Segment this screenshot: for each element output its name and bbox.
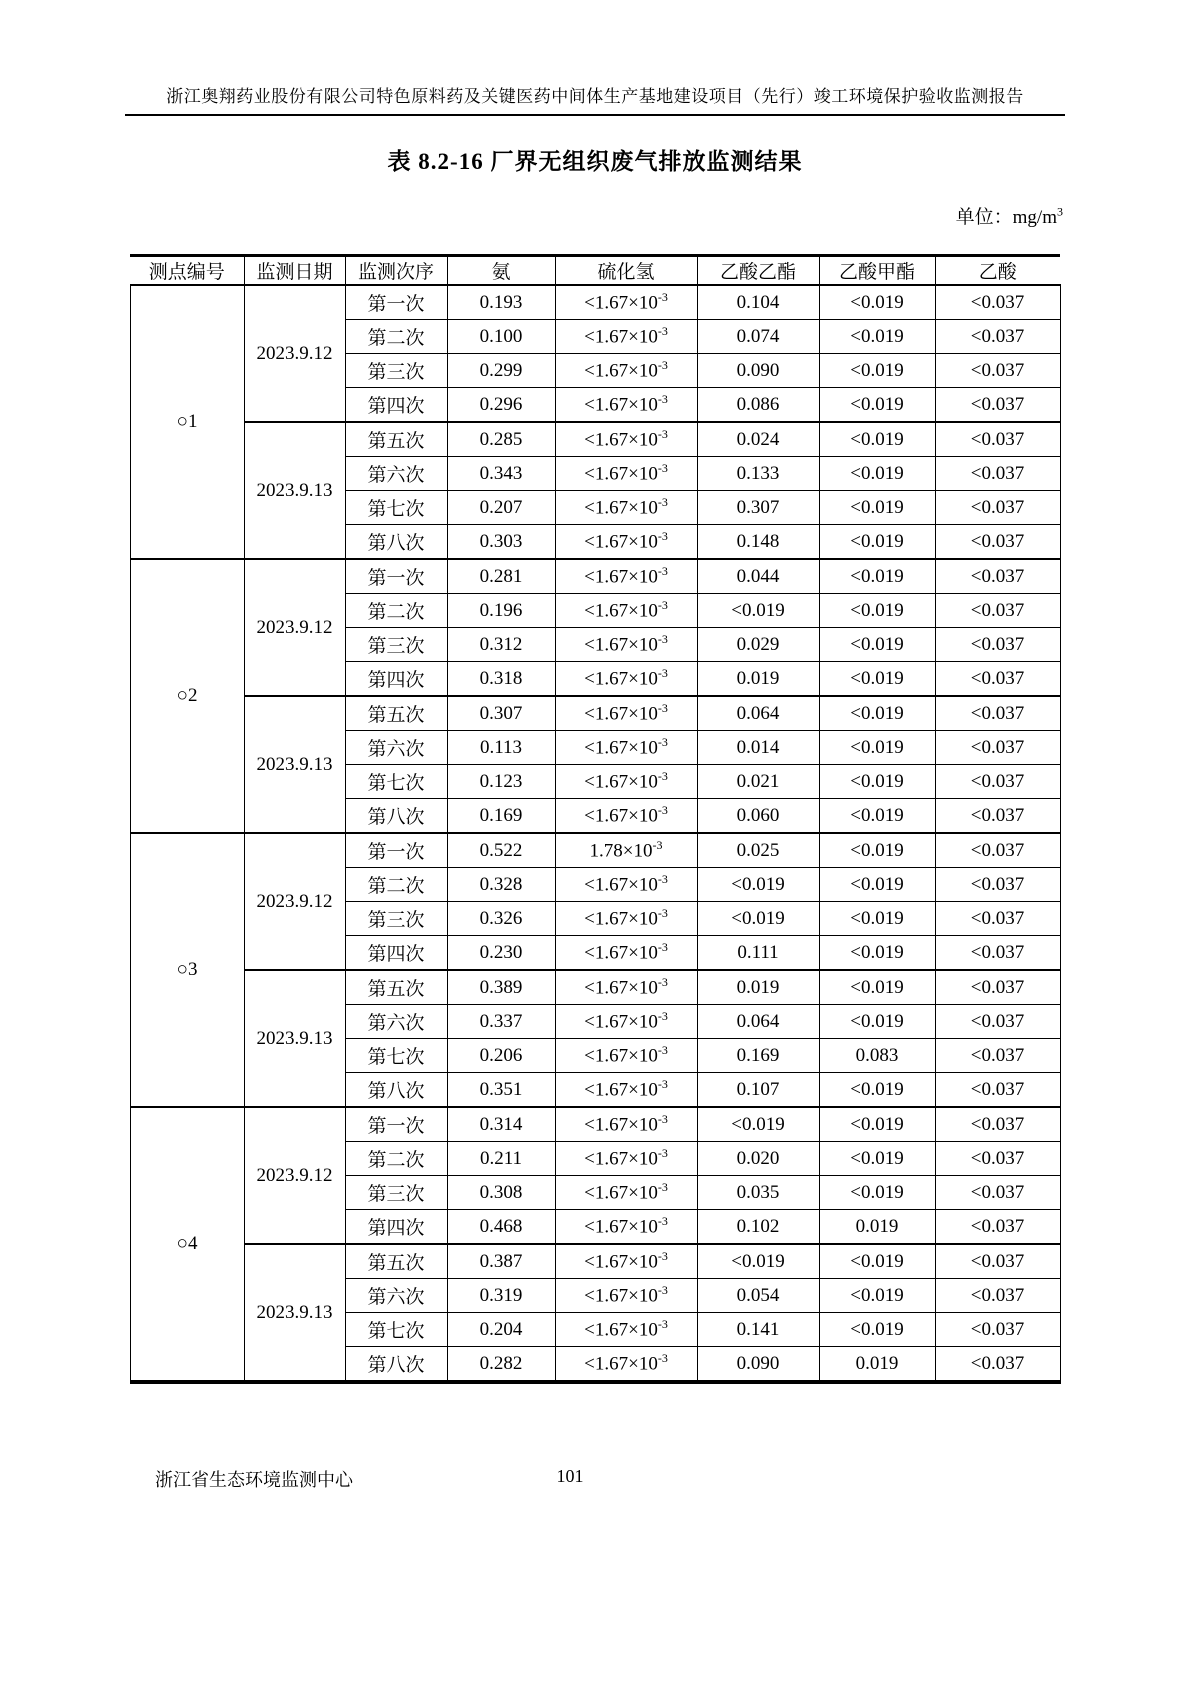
ethyl-acetate-value-cell: 0.019 [697, 662, 819, 697]
col-header-ethyl-acetate: 乙酸乙酯 [697, 256, 819, 286]
hydrogen-sulfide-value-cell: $<1.67\times 10^{-3}$ [555, 354, 697, 388]
page-content [125, 0, 1065, 1384]
col-header-methyl-acetate: 乙酸甲酯 [819, 256, 935, 286]
acetic-acid-value-cell: <0.037 [935, 594, 1060, 628]
methyl-acetate-value-cell: <0.019 [819, 1005, 935, 1039]
ethyl-acetate-value-cell: 0.019 [697, 970, 819, 1005]
acetic-acid-value-cell: <0.037 [935, 285, 1060, 320]
h2s-exponent: -3 [657, 358, 668, 373]
sequence-cell: 第三次 [345, 1176, 447, 1210]
sequence-cell: 第一次 [345, 833, 447, 868]
hydrogen-sulfide-value-cell: $<1.67\times 10^{-3}$ [555, 388, 697, 423]
table-row [130, 559, 1060, 594]
date-cell: 2023.9.13 [244, 1244, 345, 1382]
ethyl-acetate-value-cell: 0.111 [697, 936, 819, 971]
methyl-acetate-value-cell: <0.019 [819, 731, 935, 765]
ethyl-acetate-value-cell: 0.054 [697, 1279, 819, 1313]
hydrogen-sulfide-value-cell: $<1.67\times 10^{-3}$ [555, 285, 697, 320]
hydrogen-sulfide-value-cell: $<1.67\times 10^{-3}$ [555, 902, 697, 936]
ethyl-acetate-value-cell: 0.148 [697, 525, 819, 560]
ammonia-value-cell: 0.351 [447, 1073, 555, 1108]
acetic-acid-value-cell: <0.037 [935, 936, 1060, 971]
ethyl-acetate-value-cell: 0.090 [697, 354, 819, 388]
ammonia-value-cell: 0.193 [447, 285, 555, 320]
col-header-date: 监测日期 [244, 256, 345, 286]
methyl-acetate-value-cell: <0.019 [819, 1142, 935, 1176]
acetic-acid-value-cell: <0.037 [935, 799, 1060, 834]
ammonia-value-cell: 0.281 [447, 559, 555, 594]
hydrogen-sulfide-value-cell: $<1.67\times 10^{-3}$ [555, 1073, 697, 1108]
sequence-cell: 第五次 [345, 422, 447, 457]
sequence-cell: 第八次 [345, 1347, 447, 1383]
sequence-cell: 第五次 [345, 696, 447, 731]
ethyl-acetate-value-cell: 0.104 [697, 285, 819, 320]
acetic-acid-value-cell: <0.037 [935, 1176, 1060, 1210]
col-header-ammonia: 氨 [447, 256, 555, 286]
acetic-acid-value-cell: <0.037 [935, 1313, 1060, 1347]
methyl-acetate-value-cell: <0.019 [819, 594, 935, 628]
ethyl-acetate-value-cell: <0.019 [697, 868, 819, 902]
hydrogen-sulfide-value-cell: $<1.67\times 10^{-3}$ [555, 628, 697, 662]
acetic-acid-value-cell: <0.037 [935, 696, 1060, 731]
hydrogen-sulfide-value-cell: $<1.67\times 10^{-3}$ [555, 1210, 697, 1245]
h2s-exponent: -3 [652, 838, 663, 853]
sequence-cell: 第二次 [345, 1142, 447, 1176]
acetic-acid-value-cell: <0.037 [935, 559, 1060, 594]
h2s-exponent: -3 [657, 1214, 668, 1229]
table-row [130, 1244, 1060, 1279]
hydrogen-sulfide-value-cell: $<1.67\times 10^{-3}$ [555, 525, 697, 560]
hydrogen-sulfide-value-cell: $1.78\times 10^{-3}$ [555, 833, 697, 868]
col-header-hydrogen-sulfide: 硫化氢 [555, 256, 697, 286]
methyl-acetate-value-cell: <0.019 [819, 1107, 935, 1142]
ammonia-value-cell: 0.169 [447, 799, 555, 834]
h2s-exponent: -3 [657, 324, 668, 339]
page-header [125, 0, 1065, 116]
ammonia-value-cell: 0.282 [447, 1347, 555, 1383]
h2s-exponent: -3 [657, 598, 668, 613]
ammonia-value-cell: 0.387 [447, 1244, 555, 1279]
page-footer [125, 1466, 1065, 1490]
ethyl-acetate-value-cell: 0.025 [697, 833, 819, 868]
hydrogen-sulfide-value-cell: $<1.67\times 10^{-3}$ [555, 731, 697, 765]
acetic-acid-value-cell: <0.037 [935, 1073, 1060, 1108]
unit-label: 单位：mg/m [955, 207, 1057, 228]
ethyl-acetate-value-cell: <0.019 [697, 902, 819, 936]
table-row [130, 833, 1060, 868]
ethyl-acetate-value-cell: 0.107 [697, 1073, 819, 1108]
sequence-cell: 第七次 [345, 765, 447, 799]
date-cell: 2023.9.13 [244, 970, 345, 1107]
sequence-cell: 第二次 [345, 320, 447, 354]
hydrogen-sulfide-value-cell: $<1.67\times 10^{-3}$ [555, 765, 697, 799]
unit-exponent: 3 [1057, 204, 1063, 219]
methyl-acetate-value-cell: <0.019 [819, 1244, 935, 1279]
ammonia-value-cell: 0.285 [447, 422, 555, 457]
acetic-acid-value-cell: <0.037 [935, 525, 1060, 560]
acetic-acid-value-cell: <0.037 [935, 902, 1060, 936]
sequence-cell: 第三次 [345, 628, 447, 662]
date-cell: 2023.9.12 [244, 559, 345, 696]
h2s-exponent: -3 [657, 906, 668, 921]
ammonia-value-cell: 0.312 [447, 628, 555, 662]
table-row [130, 1107, 1060, 1142]
sequence-cell: 第六次 [345, 457, 447, 491]
header-rule [125, 114, 1065, 116]
ethyl-acetate-value-cell: 0.035 [697, 1176, 819, 1210]
ethyl-acetate-value-cell: 0.064 [697, 1005, 819, 1039]
date-cell: 2023.9.12 [244, 833, 345, 970]
methyl-acetate-value-cell: <0.019 [819, 559, 935, 594]
sequence-cell: 第七次 [345, 1313, 447, 1347]
sequence-cell: 第八次 [345, 525, 447, 560]
ammonia-value-cell: 0.314 [447, 1107, 555, 1142]
h2s-exponent: -3 [657, 1351, 668, 1366]
sequence-cell: 第一次 [345, 285, 447, 320]
sequence-cell: 第六次 [345, 1279, 447, 1313]
ethyl-acetate-value-cell: 0.141 [697, 1313, 819, 1347]
h2s-exponent: -3 [657, 427, 668, 442]
ammonia-value-cell: 0.113 [447, 731, 555, 765]
acetic-acid-value-cell: <0.037 [935, 868, 1060, 902]
h2s-exponent: -3 [657, 803, 668, 818]
sequence-cell: 第八次 [345, 1073, 447, 1108]
date-cell: 2023.9.13 [244, 422, 345, 559]
h2s-exponent: -3 [657, 1009, 668, 1024]
table-row [130, 696, 1060, 731]
methyl-acetate-value-cell: 0.083 [819, 1039, 935, 1073]
methyl-acetate-value-cell: <0.019 [819, 936, 935, 971]
methyl-acetate-value-cell: 0.019 [819, 1210, 935, 1245]
hydrogen-sulfide-value-cell: $<1.67\times 10^{-3}$ [555, 1176, 697, 1210]
hydrogen-sulfide-value-cell: $<1.67\times 10^{-3}$ [555, 491, 697, 525]
acetic-acid-value-cell: <0.037 [935, 491, 1060, 525]
ammonia-value-cell: 0.230 [447, 936, 555, 971]
ethyl-acetate-value-cell: 0.307 [697, 491, 819, 525]
point-id-cell: ○4 [130, 1107, 244, 1382]
hydrogen-sulfide-value-cell: $<1.67\times 10^{-3}$ [555, 422, 697, 457]
methyl-acetate-value-cell: <0.019 [819, 833, 935, 868]
point-id-cell: ○3 [130, 833, 244, 1107]
methyl-acetate-value-cell: <0.019 [819, 765, 935, 799]
ammonia-value-cell: 0.319 [447, 1279, 555, 1313]
table-row [130, 285, 1060, 320]
hydrogen-sulfide-value-cell: $<1.67\times 10^{-3}$ [555, 799, 697, 834]
table-row [130, 422, 1060, 457]
sequence-cell: 第七次 [345, 1039, 447, 1073]
h2s-exponent: -3 [657, 872, 668, 887]
hydrogen-sulfide-value-cell: $<1.67\times 10^{-3}$ [555, 936, 697, 971]
date-cell: 2023.9.12 [244, 285, 345, 422]
ethyl-acetate-value-cell: 0.029 [697, 628, 819, 662]
acetic-acid-value-cell: <0.037 [935, 970, 1060, 1005]
h2s-exponent: -3 [657, 701, 668, 716]
ammonia-value-cell: 0.318 [447, 662, 555, 697]
hydrogen-sulfide-value-cell: $<1.67\times 10^{-3}$ [555, 594, 697, 628]
ammonia-value-cell: 0.196 [447, 594, 555, 628]
hydrogen-sulfide-value-cell: $<1.67\times 10^{-3}$ [555, 696, 697, 731]
sequence-cell: 第五次 [345, 1244, 447, 1279]
h2s-exponent: -3 [657, 1249, 668, 1264]
acetic-acid-value-cell: <0.037 [935, 1142, 1060, 1176]
sequence-cell: 第八次 [345, 799, 447, 834]
ammonia-value-cell: 0.468 [447, 1210, 555, 1245]
h2s-exponent: -3 [657, 1180, 668, 1195]
acetic-acid-value-cell: <0.037 [935, 422, 1060, 457]
acetic-acid-value-cell: <0.037 [935, 833, 1060, 868]
ammonia-value-cell: 0.326 [447, 902, 555, 936]
methyl-acetate-value-cell: <0.019 [819, 1313, 935, 1347]
h2s-exponent: -3 [657, 290, 668, 305]
ethyl-acetate-value-cell: <0.019 [697, 1107, 819, 1142]
acetic-acid-value-cell: <0.037 [935, 1005, 1060, 1039]
sequence-cell: 第二次 [345, 868, 447, 902]
ethyl-acetate-value-cell: 0.074 [697, 320, 819, 354]
ammonia-value-cell: 0.206 [447, 1039, 555, 1073]
acetic-acid-value-cell: <0.037 [935, 1347, 1060, 1383]
ethyl-acetate-value-cell: 0.024 [697, 422, 819, 457]
hydrogen-sulfide-value-cell: $<1.67\times 10^{-3}$ [555, 320, 697, 354]
ethyl-acetate-value-cell: 0.014 [697, 731, 819, 765]
acetic-acid-value-cell: <0.037 [935, 628, 1060, 662]
h2s-exponent: -3 [657, 1317, 668, 1332]
sequence-cell: 第二次 [345, 594, 447, 628]
acetic-acid-value-cell: <0.037 [935, 1244, 1060, 1279]
ammonia-value-cell: 0.328 [447, 868, 555, 902]
ammonia-value-cell: 0.389 [447, 970, 555, 1005]
ethyl-acetate-value-cell: 0.020 [697, 1142, 819, 1176]
hydrogen-sulfide-value-cell: $<1.67\times 10^{-3}$ [555, 1244, 697, 1279]
col-header-acetic-acid: 乙酸 [935, 256, 1060, 286]
ammonia-value-cell: 0.522 [447, 833, 555, 868]
h2s-exponent: -3 [657, 632, 668, 647]
acetic-acid-value-cell: <0.037 [935, 731, 1060, 765]
h2s-exponent: -3 [657, 495, 668, 510]
acetic-acid-value-cell: <0.037 [935, 765, 1060, 799]
sequence-cell: 第四次 [345, 662, 447, 697]
methyl-acetate-value-cell: <0.019 [819, 868, 935, 902]
sequence-cell: 第三次 [345, 902, 447, 936]
methyl-acetate-value-cell: <0.019 [819, 662, 935, 697]
table-title: 表 8.2-16 厂界无组织废气排放监测结果 [387, 149, 803, 174]
h2s-exponent: -3 [657, 461, 668, 476]
sequence-cell: 第一次 [345, 1107, 447, 1142]
methyl-acetate-value-cell: <0.019 [819, 354, 935, 388]
ethyl-acetate-value-cell: 0.102 [697, 1210, 819, 1245]
hydrogen-sulfide-value-cell: $<1.67\times 10^{-3}$ [555, 662, 697, 697]
acetic-acid-value-cell: <0.037 [935, 662, 1060, 697]
hydrogen-sulfide-value-cell: $<1.67\times 10^{-3}$ [555, 1107, 697, 1142]
h2s-exponent: -3 [657, 564, 668, 579]
table-row [130, 970, 1060, 1005]
col-header-point-id: 测点编号 [130, 256, 244, 286]
h2s-exponent: -3 [657, 975, 668, 990]
hydrogen-sulfide-value-cell: $<1.67\times 10^{-3}$ [555, 1005, 697, 1039]
acetic-acid-value-cell: <0.037 [935, 1210, 1060, 1245]
methyl-acetate-value-cell: <0.019 [819, 970, 935, 1005]
ammonia-value-cell: 0.211 [447, 1142, 555, 1176]
sequence-cell: 第七次 [345, 491, 447, 525]
table-header-row [130, 256, 1060, 286]
ammonia-value-cell: 0.307 [447, 696, 555, 731]
ammonia-value-cell: 0.100 [447, 320, 555, 354]
hydrogen-sulfide-value-cell: $<1.67\times 10^{-3}$ [555, 1142, 697, 1176]
sequence-cell: 第四次 [345, 1210, 447, 1245]
sequence-cell: 第四次 [345, 388, 447, 423]
acetic-acid-value-cell: <0.037 [935, 388, 1060, 423]
hydrogen-sulfide-value-cell: $<1.67\times 10^{-3}$ [555, 457, 697, 491]
acetic-acid-value-cell: <0.037 [935, 354, 1060, 388]
ethyl-acetate-value-cell: 0.064 [697, 696, 819, 731]
ammonia-value-cell: 0.308 [447, 1176, 555, 1210]
ammonia-value-cell: 0.204 [447, 1313, 555, 1347]
ethyl-acetate-value-cell: 0.133 [697, 457, 819, 491]
methyl-acetate-value-cell: <0.019 [819, 491, 935, 525]
ammonia-value-cell: 0.296 [447, 388, 555, 423]
acetic-acid-value-cell: <0.037 [935, 1107, 1060, 1142]
methyl-acetate-value-cell: 0.019 [819, 1347, 935, 1383]
methyl-acetate-value-cell: <0.019 [819, 285, 935, 320]
footer-organization: 浙江省生态环境监测中心 [155, 1470, 353, 1490]
hydrogen-sulfide-value-cell: $<1.67\times 10^{-3}$ [555, 1313, 697, 1347]
methyl-acetate-value-cell: <0.019 [819, 525, 935, 560]
methyl-acetate-value-cell: <0.019 [819, 1176, 935, 1210]
acetic-acid-value-cell: <0.037 [935, 1039, 1060, 1073]
hydrogen-sulfide-value-cell: $<1.67\times 10^{-3}$ [555, 1279, 697, 1313]
ethyl-acetate-value-cell: 0.021 [697, 765, 819, 799]
ethyl-acetate-value-cell: 0.169 [697, 1039, 819, 1073]
hydrogen-sulfide-value-cell: $<1.67\times 10^{-3}$ [555, 559, 697, 594]
unit-line [125, 202, 1065, 229]
ammonia-value-cell: 0.299 [447, 354, 555, 388]
acetic-acid-value-cell: <0.037 [935, 1279, 1060, 1313]
date-cell: 2023.9.12 [244, 1107, 345, 1244]
page-number: 101 [556, 1466, 584, 1486]
ethyl-acetate-value-cell: <0.019 [697, 594, 819, 628]
sequence-cell: 第五次 [345, 970, 447, 1005]
point-id-cell: ○1 [130, 285, 244, 559]
h2s-exponent: -3 [657, 769, 668, 784]
sequence-cell: 第六次 [345, 731, 447, 765]
acetic-acid-value-cell: <0.037 [935, 457, 1060, 491]
ammonia-value-cell: 0.123 [447, 765, 555, 799]
h2s-exponent: -3 [657, 666, 668, 681]
report-title-header: 浙江奥翔药业股份有限公司特色原料药及关键医药中间体生产基地建设项目（先行）竣工环境保护验收监测报告 [166, 87, 1024, 106]
monitoring-results-table [130, 254, 1061, 1384]
ammonia-value-cell: 0.337 [447, 1005, 555, 1039]
ethyl-acetate-value-cell: 0.060 [697, 799, 819, 834]
methyl-acetate-value-cell: <0.019 [819, 799, 935, 834]
methyl-acetate-value-cell: <0.019 [819, 902, 935, 936]
sequence-cell: 第四次 [345, 936, 447, 971]
hydrogen-sulfide-value-cell: $<1.67\times 10^{-3}$ [555, 1039, 697, 1073]
ethyl-acetate-value-cell: <0.019 [697, 1244, 819, 1279]
ethyl-acetate-value-cell: 0.090 [697, 1347, 819, 1383]
h2s-exponent: -3 [657, 1043, 668, 1058]
ethyl-acetate-value-cell: 0.044 [697, 559, 819, 594]
h2s-exponent: -3 [657, 529, 668, 544]
date-cell: 2023.9.13 [244, 696, 345, 833]
methyl-acetate-value-cell: <0.019 [819, 320, 935, 354]
h2s-exponent: -3 [657, 940, 668, 955]
col-header-sequence: 监测次序 [345, 256, 447, 286]
methyl-acetate-value-cell: <0.019 [819, 696, 935, 731]
ethyl-acetate-value-cell: 0.086 [697, 388, 819, 423]
methyl-acetate-value-cell: <0.019 [819, 457, 935, 491]
ammonia-value-cell: 0.303 [447, 525, 555, 560]
methyl-acetate-value-cell: <0.019 [819, 628, 935, 662]
sequence-cell: 第三次 [345, 354, 447, 388]
h2s-exponent: -3 [657, 1283, 668, 1298]
h2s-exponent: -3 [657, 1146, 668, 1161]
ammonia-value-cell: 0.343 [447, 457, 555, 491]
sequence-cell: 第一次 [345, 559, 447, 594]
methyl-acetate-value-cell: <0.019 [819, 388, 935, 423]
hydrogen-sulfide-value-cell: $<1.67\times 10^{-3}$ [555, 868, 697, 902]
acetic-acid-value-cell: <0.037 [935, 320, 1060, 354]
hydrogen-sulfide-value-cell: $<1.67\times 10^{-3}$ [555, 970, 697, 1005]
hydrogen-sulfide-value-cell: $<1.67\times 10^{-3}$ [555, 1347, 697, 1383]
h2s-exponent: -3 [657, 1077, 668, 1092]
h2s-exponent: -3 [657, 392, 668, 407]
table-body [130, 285, 1060, 1382]
methyl-acetate-value-cell: <0.019 [819, 1073, 935, 1108]
h2s-exponent: -3 [657, 735, 668, 750]
methyl-acetate-value-cell: <0.019 [819, 1279, 935, 1313]
point-id-cell: ○2 [130, 559, 244, 833]
methyl-acetate-value-cell: <0.019 [819, 422, 935, 457]
h2s-exponent: -3 [657, 1112, 668, 1127]
ammonia-value-cell: 0.207 [447, 491, 555, 525]
sequence-cell: 第六次 [345, 1005, 447, 1039]
